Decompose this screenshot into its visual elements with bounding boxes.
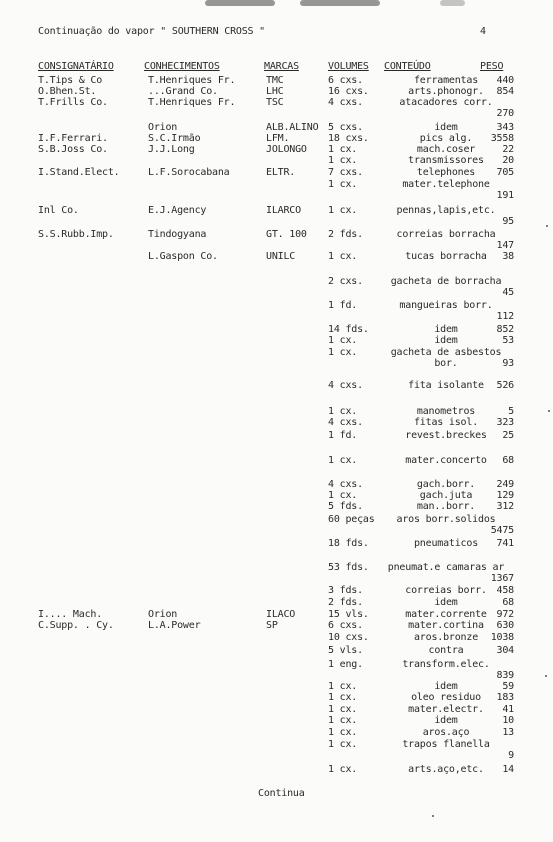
scan-speck [548,410,550,412]
cell-peso: 147 [496,240,514,251]
cell-peso: 312 [496,501,514,512]
cell-peso: 630 [496,620,514,631]
cell-consignatario: Inl Co. [38,205,79,216]
cell-conteudo: revest.breckes [405,430,487,441]
cell-volumes: 1 cx. [328,727,358,738]
cell-volumes: 1 cx. [328,681,358,692]
cell-volumes: 53 fds. [328,562,369,573]
cell-conhecimento: ...Grand Co. [148,86,218,97]
cell-consignatario: T.Tips & Co [38,75,103,86]
column-header-volumes: VOLUMES [328,61,369,72]
cell-volumes: 18 cxs. [328,133,369,144]
cell-volumes: 1 cx. [328,347,358,358]
cell-volumes: 1 cx. [328,764,358,775]
cell-consignatario: O.Bhen.St. [38,86,97,97]
cell-conteudo: pneumaticos [413,538,479,549]
cell-conteudo: ferramentas [413,75,479,86]
cell-volumes: 1 cx. [328,179,358,190]
cell-peso: 13 [502,727,514,738]
cell-peso: 323 [496,417,514,428]
cell-conhecimento: Orion [148,122,178,133]
cell-marca: LFM. [266,133,290,144]
page-number: 4 [480,26,486,37]
cell-marca: ALB.ALINO [266,122,319,133]
cell-conteudo: correias borr. [405,585,487,596]
cell-conhecimento: J.J.Long [148,144,195,155]
cell-peso: 705 [496,167,514,178]
cell-marca: JOLONGO [266,144,307,155]
cell-conteudo: idem [434,122,458,133]
cell-conteudo: trapos flanella [402,739,490,750]
cell-conteudo: fita isolante [408,380,484,391]
cell-volumes: 1 cx. [328,205,358,216]
cell-peso: 343 [496,122,514,133]
cell-conteudo: mater.electr. [408,704,484,715]
cell-peso: 458 [496,585,514,596]
cell-conteudo: arts.aço,etc. [408,764,484,775]
scan-speck [432,815,434,817]
cell-volumes: 18 fds. [328,538,369,549]
cell-consignatario: I.F.Ferrari. [38,133,108,144]
scan-speck [545,675,547,677]
scan-smear [300,0,380,6]
cell-volumes: 4 cxs. [328,417,363,428]
cell-peso: 68 [502,597,514,608]
cell-peso: 68 [502,455,514,466]
cell-volumes: 1 cx. [328,704,358,715]
cell-volumes: 1 cx. [328,155,358,166]
cell-conteudo: gacheta de asbestos bor. [390,347,502,369]
cell-peso: 191 [496,190,514,201]
cell-conteudo: gach.juta [419,490,473,501]
cell-volumes: 6 cxs. [328,75,363,86]
cell-conhecimento: T.Henriques Fr. [148,75,236,86]
cell-consignatario: C.Supp. . Cy. [38,620,114,631]
cell-peso: 10 [502,715,514,726]
cell-marca: GT. 100 [266,229,307,240]
cell-conteudo: mater.telephone [402,179,490,190]
cell-conhecimento: T.Henriques Fr. [148,97,236,108]
cell-volumes: 16 cxs. [328,86,369,97]
cell-peso: 839 [496,670,514,681]
cell-marca: TSC [266,97,284,108]
cell-peso: 95 [502,216,514,227]
cell-volumes: 14 fds. [328,324,369,335]
cell-peso: 22 [502,144,514,155]
cell-volumes: 1 cx. [328,406,358,417]
cell-volumes: 7 cxs. [328,167,363,178]
cell-conteudo: mach.coser [416,144,476,155]
cell-conteudo: man..borr. [416,501,476,512]
cell-peso: 20 [502,155,514,166]
cell-volumes: 1 cx. [328,692,358,703]
cell-consignatario: T.Frills Co. [38,97,108,108]
cell-conteudo: idem [434,597,458,608]
cell-conteudo: gacheta de borracha [390,276,502,287]
column-header-conteudo: CONTEÚDO [384,61,431,72]
cell-peso: 854 [496,86,514,97]
cell-volumes: 1 cx. [328,251,358,262]
cell-peso: 5 [508,406,514,417]
cell-conhecimento: L.A.Power [148,620,201,631]
document-title: Continuação do vapor " SOUTHERN CROSS " [38,26,265,37]
cell-peso: 440 [496,75,514,86]
scan-speck [546,225,548,227]
cell-volumes: 1 fd. [328,300,358,311]
cell-conteudo: mangueiras borr. [399,300,493,311]
cell-volumes: 10 cxs. [328,632,369,643]
scan-smear [440,0,465,6]
cell-volumes: 2 cxs. [328,276,363,287]
cell-conteudo: transmissores [408,155,484,166]
cell-conteudo: telephones [416,167,476,178]
cell-volumes: 4 cxs. [328,97,363,108]
cell-volumes: 6 cxs. [328,620,363,631]
cell-conhecimento: Orion [148,609,178,620]
cell-peso: 129 [496,490,514,501]
scan-smear [205,0,275,6]
cell-conteudo: mater.concerto [405,455,487,466]
cell-peso: 741 [496,538,514,549]
cell-marca: ILACO [266,609,296,620]
cell-volumes: 1 cx. [328,490,358,501]
cell-conteudo: idem [434,715,458,726]
cell-volumes: 2 fds. [328,229,363,240]
cell-volumes: 1 eng. [328,659,363,670]
cell-consignatario: S.S.Rubb.Imp. [38,229,114,240]
cell-peso: 526 [496,380,514,391]
cell-conteudo: atacadores corr. [399,97,493,108]
cell-peso: 972 [496,609,514,620]
cell-peso: 93 [502,358,514,369]
cell-volumes: 3 fds. [328,585,363,596]
cell-peso: 112 [496,311,514,322]
cell-conhecimento: E.J.Agency [148,205,207,216]
cell-peso: 1367 [490,573,514,584]
column-header-consignatario: CONSIGNATÁRIO [38,61,114,72]
cell-peso: 53 [502,335,514,346]
cell-marca: ELTR. [266,167,296,178]
cell-peso: 38 [502,251,514,262]
cell-conteudo: pneumat.e camaras ar [387,562,505,573]
cell-conteudo: aros.bronze [413,632,479,643]
cell-peso: 852 [496,324,514,335]
cell-peso: 59 [502,681,514,692]
cell-conteudo: idem [434,324,458,335]
cell-volumes: 1 cx. [328,144,358,155]
cell-conteudo: manometros [416,406,476,417]
cell-marca: UNILC [266,251,296,262]
cell-volumes: 5 fds. [328,501,363,512]
cell-conteudo: idem [434,335,458,346]
cell-marca: SP [266,620,278,631]
cell-peso: 25 [502,430,514,441]
cell-peso: 9 [508,750,514,761]
cell-volumes: 1 cx. [328,739,358,750]
cell-marca: TMC [266,75,284,86]
column-header-conhecimentos: CONHECIMENTOS [144,61,220,72]
cell-volumes: 4 cxs. [328,479,363,490]
cell-conteudo: idem [434,681,458,692]
cell-marca: LHC [266,86,284,97]
cell-peso: 249 [496,479,514,490]
cell-peso: 45 [502,287,514,298]
cell-peso: 1038 [490,632,514,643]
cell-volumes: 1 fd. [328,430,358,441]
cell-volumes: 5 vls. [328,645,363,656]
cell-volumes: 60 peças [328,514,375,525]
cell-consignatario: I.... Mach. [38,609,103,620]
cell-conteudo: contra [428,645,464,656]
cell-volumes: 2 fds. [328,597,363,608]
cell-conteudo: transform.elec. [402,659,490,670]
cell-volumes: 1 cx. [328,455,358,466]
cell-conteudo: aros borr.solidos [396,514,496,525]
cell-conteudo: mater.cortina [408,620,484,631]
cell-volumes: 1 cx. [328,715,358,726]
cell-conhecimento: L.Gaspon Co. [148,251,218,262]
cell-peso: 304 [496,645,514,656]
cell-peso: 183 [496,692,514,703]
cell-conhecimento: S.C.Irmão [148,133,201,144]
cell-peso: 3558 [490,133,514,144]
cell-volumes: 15 vls. [328,609,369,620]
cell-conhecimento: L.F.Sorocabana [148,167,230,178]
cell-conteudo: gach.borr. [416,479,476,490]
cell-conteudo: mater.corrente [405,609,487,620]
cell-conhecimento: Tindogyana [148,229,207,240]
cell-volumes: 1 cx. [328,335,358,346]
column-header-peso: PESO [480,61,504,72]
continua-label: Continua [258,788,305,799]
cell-peso: 270 [496,108,514,119]
cell-marca: ILARCO [266,205,301,216]
cell-conteudo: fitas isol. [413,417,479,428]
cell-conteudo: arts.phonogr. [408,86,484,97]
cell-peso: 5475 [490,525,514,536]
cell-peso: 41 [502,704,514,715]
cell-consignatario: I.Stand.Elect. [38,167,120,178]
cell-peso: 14 [502,764,514,775]
cell-conteudo: tucas borracha [405,251,487,262]
cell-consignatario: S.B.Joss Co. [38,144,108,155]
cell-conteudo: oleo residuo [411,692,481,703]
cell-conteudo: correias borracha [396,229,496,240]
cell-conteudo: pics alg. [419,133,473,144]
cell-conteudo: pennas,lapis,etc. [396,205,496,216]
cell-volumes: 4 cxs. [328,380,363,391]
cell-volumes: 5 cxs. [328,122,363,133]
cell-conteudo: aros.aço [422,727,470,738]
column-header-marcas: MARCAS [264,61,299,72]
